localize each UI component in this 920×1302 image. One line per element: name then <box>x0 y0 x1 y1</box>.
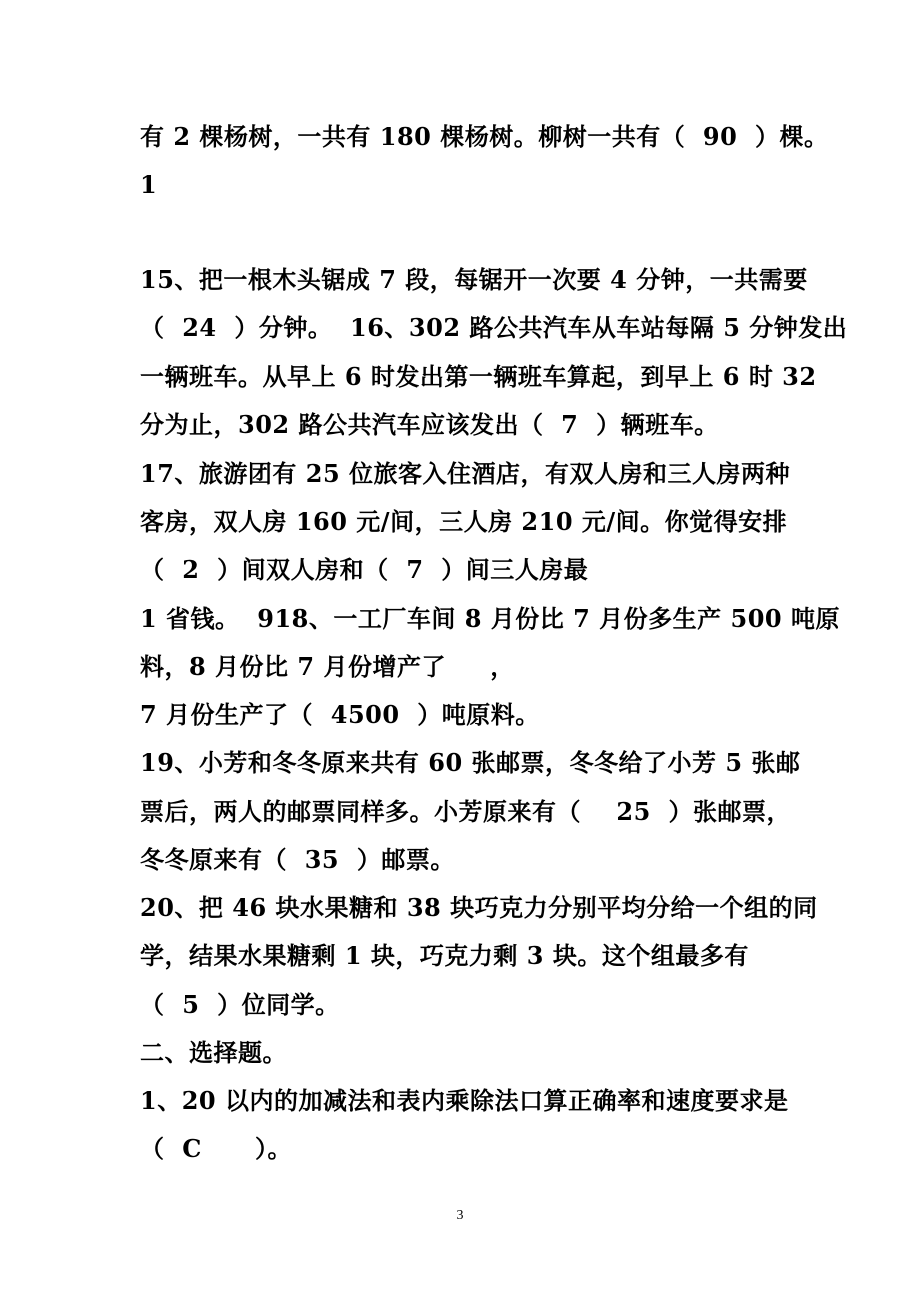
text-line: 有 2 棵杨树，一共有 180 棵杨树。柳树一共有（ 90 ）棵。 <box>140 122 829 151</box>
text-line: 1 省钱。 918、一工厂车间 8 月份比 7 月份多生产 500 吨原 <box>140 604 840 633</box>
text-line: （ C ）。 <box>140 1134 292 1163</box>
text-line: 一辆班车。从早上 6 时发出第一辆班车算起，到早上 6 时 32 <box>140 362 817 391</box>
text-line: 料，8 月份比 7 月份增产了 ， <box>140 652 515 681</box>
text-line: （ 5 ）位同学。 <box>140 990 340 1019</box>
text-line: 19、小芳和冬冬原来共有 60 张邮票，冬冬给了小芳 5 张邮 <box>140 748 801 777</box>
text-line: （ 24 ）分钟。 16、302 路公共汽车从车站每隔 5 分钟发出 <box>140 313 848 342</box>
text-line: 15、把一根木头锯成 7 段，每锯开一次要 4 分钟，一共需要 <box>140 265 808 294</box>
text-line: 冬冬原来有（ 35 ）邮票。 <box>140 845 455 874</box>
section-heading: 二、选择题。 <box>140 1038 287 1067</box>
text-line: 7 月份生产了（ 4500 ）吨原料。 <box>140 700 540 729</box>
text-line: 1 <box>140 170 158 199</box>
text-line: 票后，两人的邮票同样多。小芳原来有（ 25 ）张邮票， <box>140 797 792 826</box>
text-line: 分为止，302 路公共汽车应该发出（ 7 ）辆班车。 <box>140 410 719 439</box>
page-number: 3 <box>456 1208 464 1223</box>
text-line: 20、把 46 块水果糖和 38 块巧克力分别平均分给一个组的同 <box>140 893 818 922</box>
text-line: （ 2 ）间双人房和（ 7 ）间三人房最 <box>140 555 589 584</box>
text-line: 17、旅游团有 25 位旅客入住酒店，有双人房和三人房两种 <box>140 459 791 488</box>
text-line: 学，结果水果糖剩 1 块，巧克力剩 3 块。这个组最多有 <box>140 941 749 970</box>
text-line: 1、20 以内的加减法和表内乘除法口算正确率和速度要求是 <box>140 1086 789 1115</box>
text-line: 客房，双人房 160 元/间，三人房 210 元/间。你觉得安排 <box>140 507 788 536</box>
